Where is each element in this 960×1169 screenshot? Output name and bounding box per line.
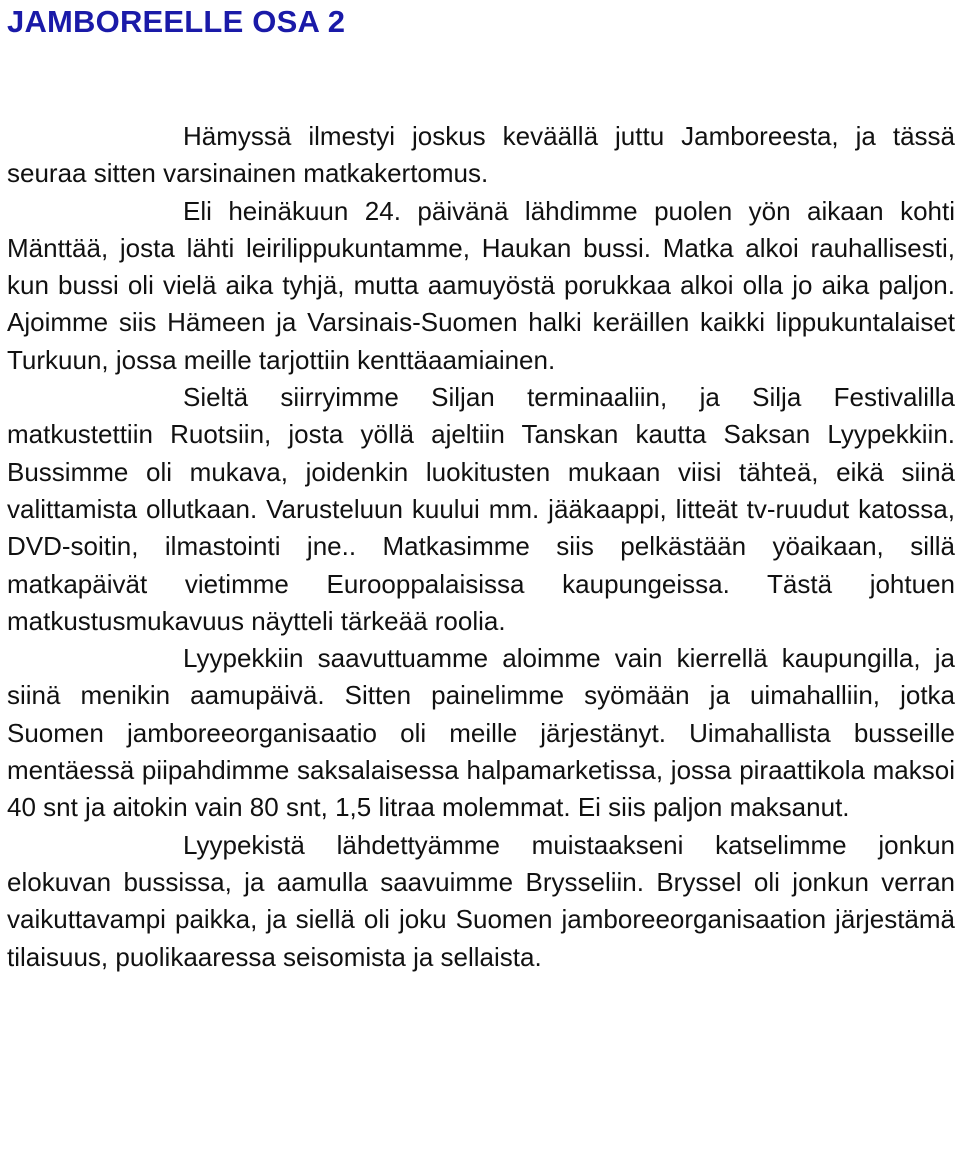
paragraph-4: Lyypekkiin saavuttuamme aloimme vain kierrellä kaupungilla, ja siinä menikin aamupäivä. Sitten painelimme syömään ja uimahalliin, jotka Suomen jamboreeorganisaatio oli meille järjestänyt. Uimahallista busseille mentäessä piipahdimme saksalaisessa halpamarketissa, jossa piraattikola maksoi 40 snt ja aitokin vain 80 snt, 1,5 litraa molemmat. Ei siis paljon maksanut. bbox=[7, 643, 955, 823]
document-page bbox=[7, 0, 955, 976]
paragraph-2: Eli heinäkuun 24. päivänä lähdimme puolen yön aikaan kohti Mänttää, josta lähti leirilippukuntamme, Haukan bussi. Matka alkoi rauhallisesti, kun bussi oli vielä aika tyhjä, mutta aamuyöstä porukkaa alkoi olla jo aika paljon. Ajoimme siis Hämeen ja Varsinais-Suomen halki keräillen kaikki lippukuntalaiset Turkuun, jossa meille tarjottiin kenttäaamiainen. bbox=[7, 195, 955, 375]
page-title: JAMBOREELLE OSA 2 bbox=[7, 4, 346, 39]
paragraph-1: Hämyssä ilmestyi joskus keväällä juttu Jamboreesta, ja tässä seuraa sitten varsinainen matkakertomus. bbox=[7, 121, 955, 189]
paragraph-5: Lyypekistä lähdettyämme muistaakseni katselimme jonkun elokuvan bussissa, ja aamulla saavuimme Brysseliin. Bryssel oli jonkun verran vaikuttavampi paikka, ja siellä oli joku Suomen jamboreeorganisaation järjestämä tilaisuus, puolikaaressa seisomista ja sellaista. bbox=[7, 829, 955, 972]
article-body bbox=[7, 118, 955, 976]
paragraph-3: Sieltä siirryimme Siljan terminaaliin, ja Silja Festivalilla matkustettiin Ruotsiin, josta yöllä ajeltiin Tanskan kautta Saksan Lyypekkiin. Bussimme oli mukava, joidenkin luokitusten mukaan viisi tähteä, eikä siinä valittamista ollutkaan. Varusteluun kuului mm. jääkaappi, litteät tv-ruudut katossa, DVD-soitin, ilmastointi jne.. Matkasimme siis pelkästään yöaikaan, sillä matkapäivät vietimme Eurooppalaisissa kaupungeissa. Tästä johtuen matkustusmukavuus näytteli tärkeää roolia. bbox=[7, 382, 955, 636]
